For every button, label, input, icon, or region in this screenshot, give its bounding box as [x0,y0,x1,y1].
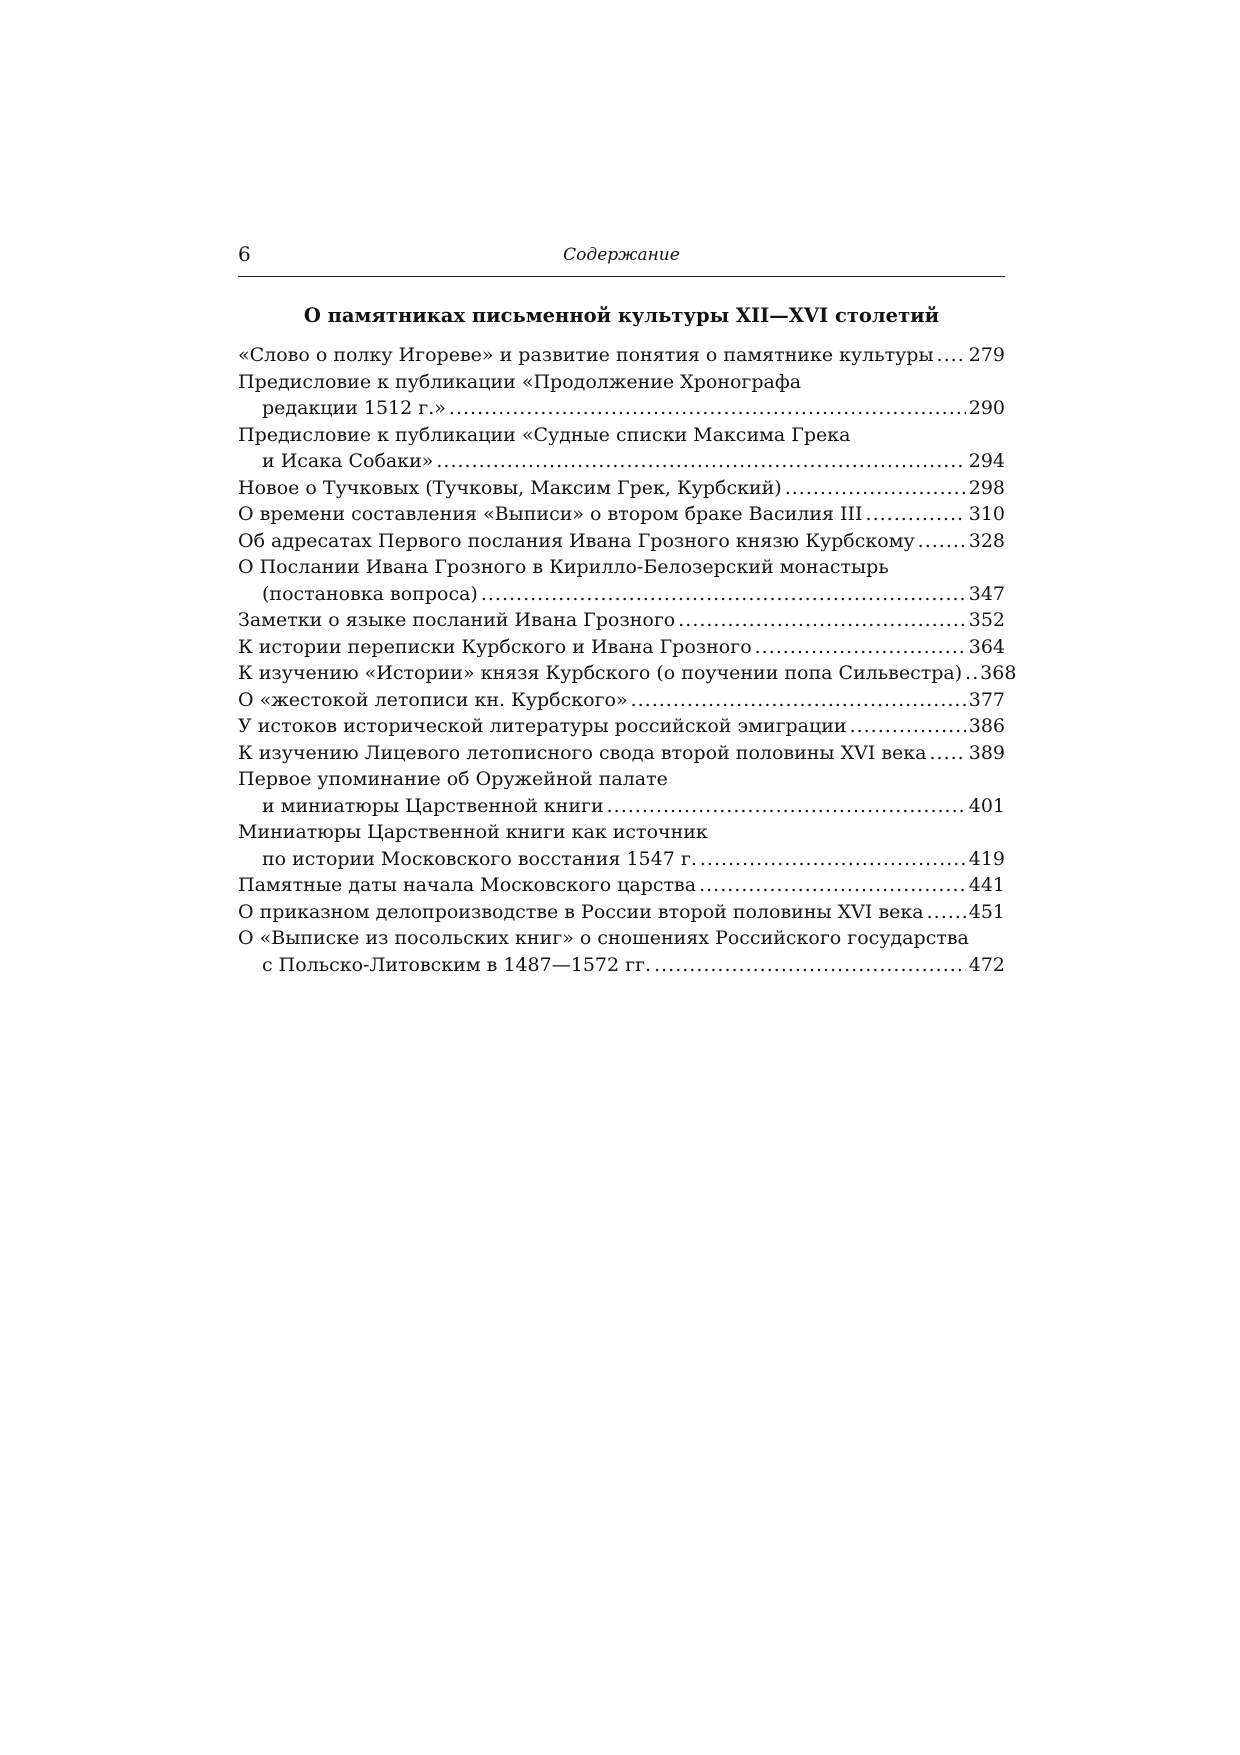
dot-leader [965,660,977,687]
toc-entry-page-number: 451 [968,900,1005,923]
toc-entry-last-line [238,660,1017,687]
toc-entry-title-line: и Исака Собаки» [262,450,434,472]
toc-entry-title-line: (постановка вопроса) [262,582,478,605]
toc-entry-title-line: У истоков исторической литературы российской эмиграции [238,715,847,737]
toc-entry-title-line: О времени составления «Выписи» о втором браке Василия III [238,503,863,525]
toc-entry-last-line [238,634,1005,661]
toc-entry-last-line [238,581,1005,608]
toc-entry-title-line: О Послании Ивана Грозного в Кирилло-Белозерский монастырь [238,556,889,578]
dot-leader [927,899,966,926]
toc-entry-last-line [238,740,1005,767]
toc-entry-title-line: К истории переписки Курбского и Ивана Грозного [238,635,752,658]
toc-entry-title-line: Об адресатах Первого послания Ивана Грозного князю Курбскому [238,529,915,552]
toc-entry-page-number: 328 [968,529,1005,552]
section-title: О памятниках письменной культуры XII—XVI столетий [303,304,940,327]
toc-entry [238,422,1005,475]
toc-entry-page-number: 352 [968,609,1005,631]
toc-entry-page-number: 419 [968,847,1005,870]
toc-entry-last-line [238,793,1005,820]
toc-entry-title-line: Памятные даты начала Московского царства [238,874,697,896]
dot-leader [785,475,966,502]
toc-entry [238,554,1005,607]
dot-leader [607,793,966,820]
toc-entry-last-line [238,687,1005,714]
toc-entry-title-line: Предисловие к публикации «Продолжение Хронографа [238,370,802,393]
toc-entry [238,501,1005,528]
toc-entry [238,528,1005,555]
toc-entry-page-number: 377 [968,688,1005,711]
toc-entry-page-number: 310 [968,503,1005,525]
toc-entry [238,634,1005,661]
toc-entry-page-number: 401 [968,794,1005,817]
toc-entry-page-number: 368 [980,662,1017,684]
dot-leader [654,952,966,979]
dot-leader [699,872,966,899]
toc-entry-page-number: 294 [968,450,1005,472]
toc-entry-title-line: К изучению Лицевого летописного свода второй половины XVI века [238,741,927,764]
toc-entry-title-line: О приказном делопроизводстве в России второй половины XVI века [238,900,924,923]
toc-entry-title-line: Первое упоминание об Оружейной палате [238,768,668,790]
running-title: Содержание [563,245,680,265]
page-number: 6 [238,242,251,266]
toc-entry-title-line: Предисловие к публикации «Судные списки Максима Грека [238,423,851,446]
toc-entry-page-number: 347 [968,582,1005,605]
dot-leader [631,687,966,714]
toc-entry-title-line: Новое о Тучковых (Тучковы, Максим Грек, Курбский) [238,476,782,499]
toc-entry [238,740,1005,767]
toc-entry-title-line: и миниатюры Царственной книги [262,794,604,817]
dot-leader [930,740,966,767]
toc-entry-page-number: 389 [968,741,1005,764]
toc-entry-title-line: К изучению «Истории» князя Курбского (о поучении попа Сильвестра) [238,662,963,684]
toc-entry-title-line: с Польско-Литовским в 1487—1572 гг. [262,953,652,976]
dot-leader [755,634,966,661]
toc-entry-last-line [238,501,1005,528]
toc-entry-page-number: 298 [968,476,1005,499]
toc-entry-page-number: 364 [968,635,1005,658]
toc-entry-title-line: по истории Московского восстания 1547 г. [262,847,697,870]
toc-entry-title-line: «Слово о полку Игореве» и развитие понятия о памятнике культуры [238,344,934,366]
toc-entry-last-line [238,952,1005,979]
toc-entry [238,766,1005,819]
toc-entry [238,899,1005,926]
toc-entry-last-line [238,607,1005,634]
toc-entry [238,872,1005,899]
toc-entry-page-number: 386 [968,715,1005,737]
toc-entry-title-line: Миниатюры Царственной книги как источник [238,821,708,843]
toc-entry [238,369,1005,422]
toc-entry-title-line: О «жестокой летописи кн. Курбского» [238,688,628,711]
dot-leader [436,448,965,475]
dot-leader [866,501,966,528]
dot-leader [850,713,966,740]
toc-entry [238,713,1005,740]
dot-leader [918,528,966,555]
toc-entry-title-line: О «Выписке из посольских книг» о сношениях Российского государства [238,927,969,949]
table-of-contents [238,342,1017,978]
toc-entry [238,342,1005,369]
dot-leader [678,607,966,634]
toc-entry-title-line: Заметки о языке посланий Ивана Грозного [238,609,676,631]
toc-entry-last-line [238,872,1005,899]
toc-entry-page-number: 441 [968,874,1005,896]
toc-entry-title-line: редакции 1512 г.» [262,397,446,419]
toc-entry-last-line [238,475,1005,502]
toc-entry-last-line [238,448,1005,475]
toc-entry [238,687,1005,714]
toc-entry [238,925,1005,978]
dot-leader [481,581,966,608]
toc-entry-last-line [238,395,1005,422]
toc-entry [238,660,1017,687]
toc-entry [238,475,1005,502]
toc-entry-page-number: 472 [968,953,1005,976]
header-rule [238,276,1005,277]
toc-entry-last-line [238,713,1005,740]
dot-leader [937,342,966,369]
toc-entry-last-line [238,342,1005,369]
toc-entry-page-number: 290 [968,397,1005,419]
toc-entry [238,819,1005,872]
dot-leader [449,395,966,422]
toc-entry-last-line [238,899,1005,926]
toc-entry-last-line [238,528,1005,555]
toc-entry [238,607,1005,634]
toc-entry-last-line [238,846,1005,873]
dot-leader [700,846,966,873]
toc-entry-page-number: 279 [968,344,1005,366]
